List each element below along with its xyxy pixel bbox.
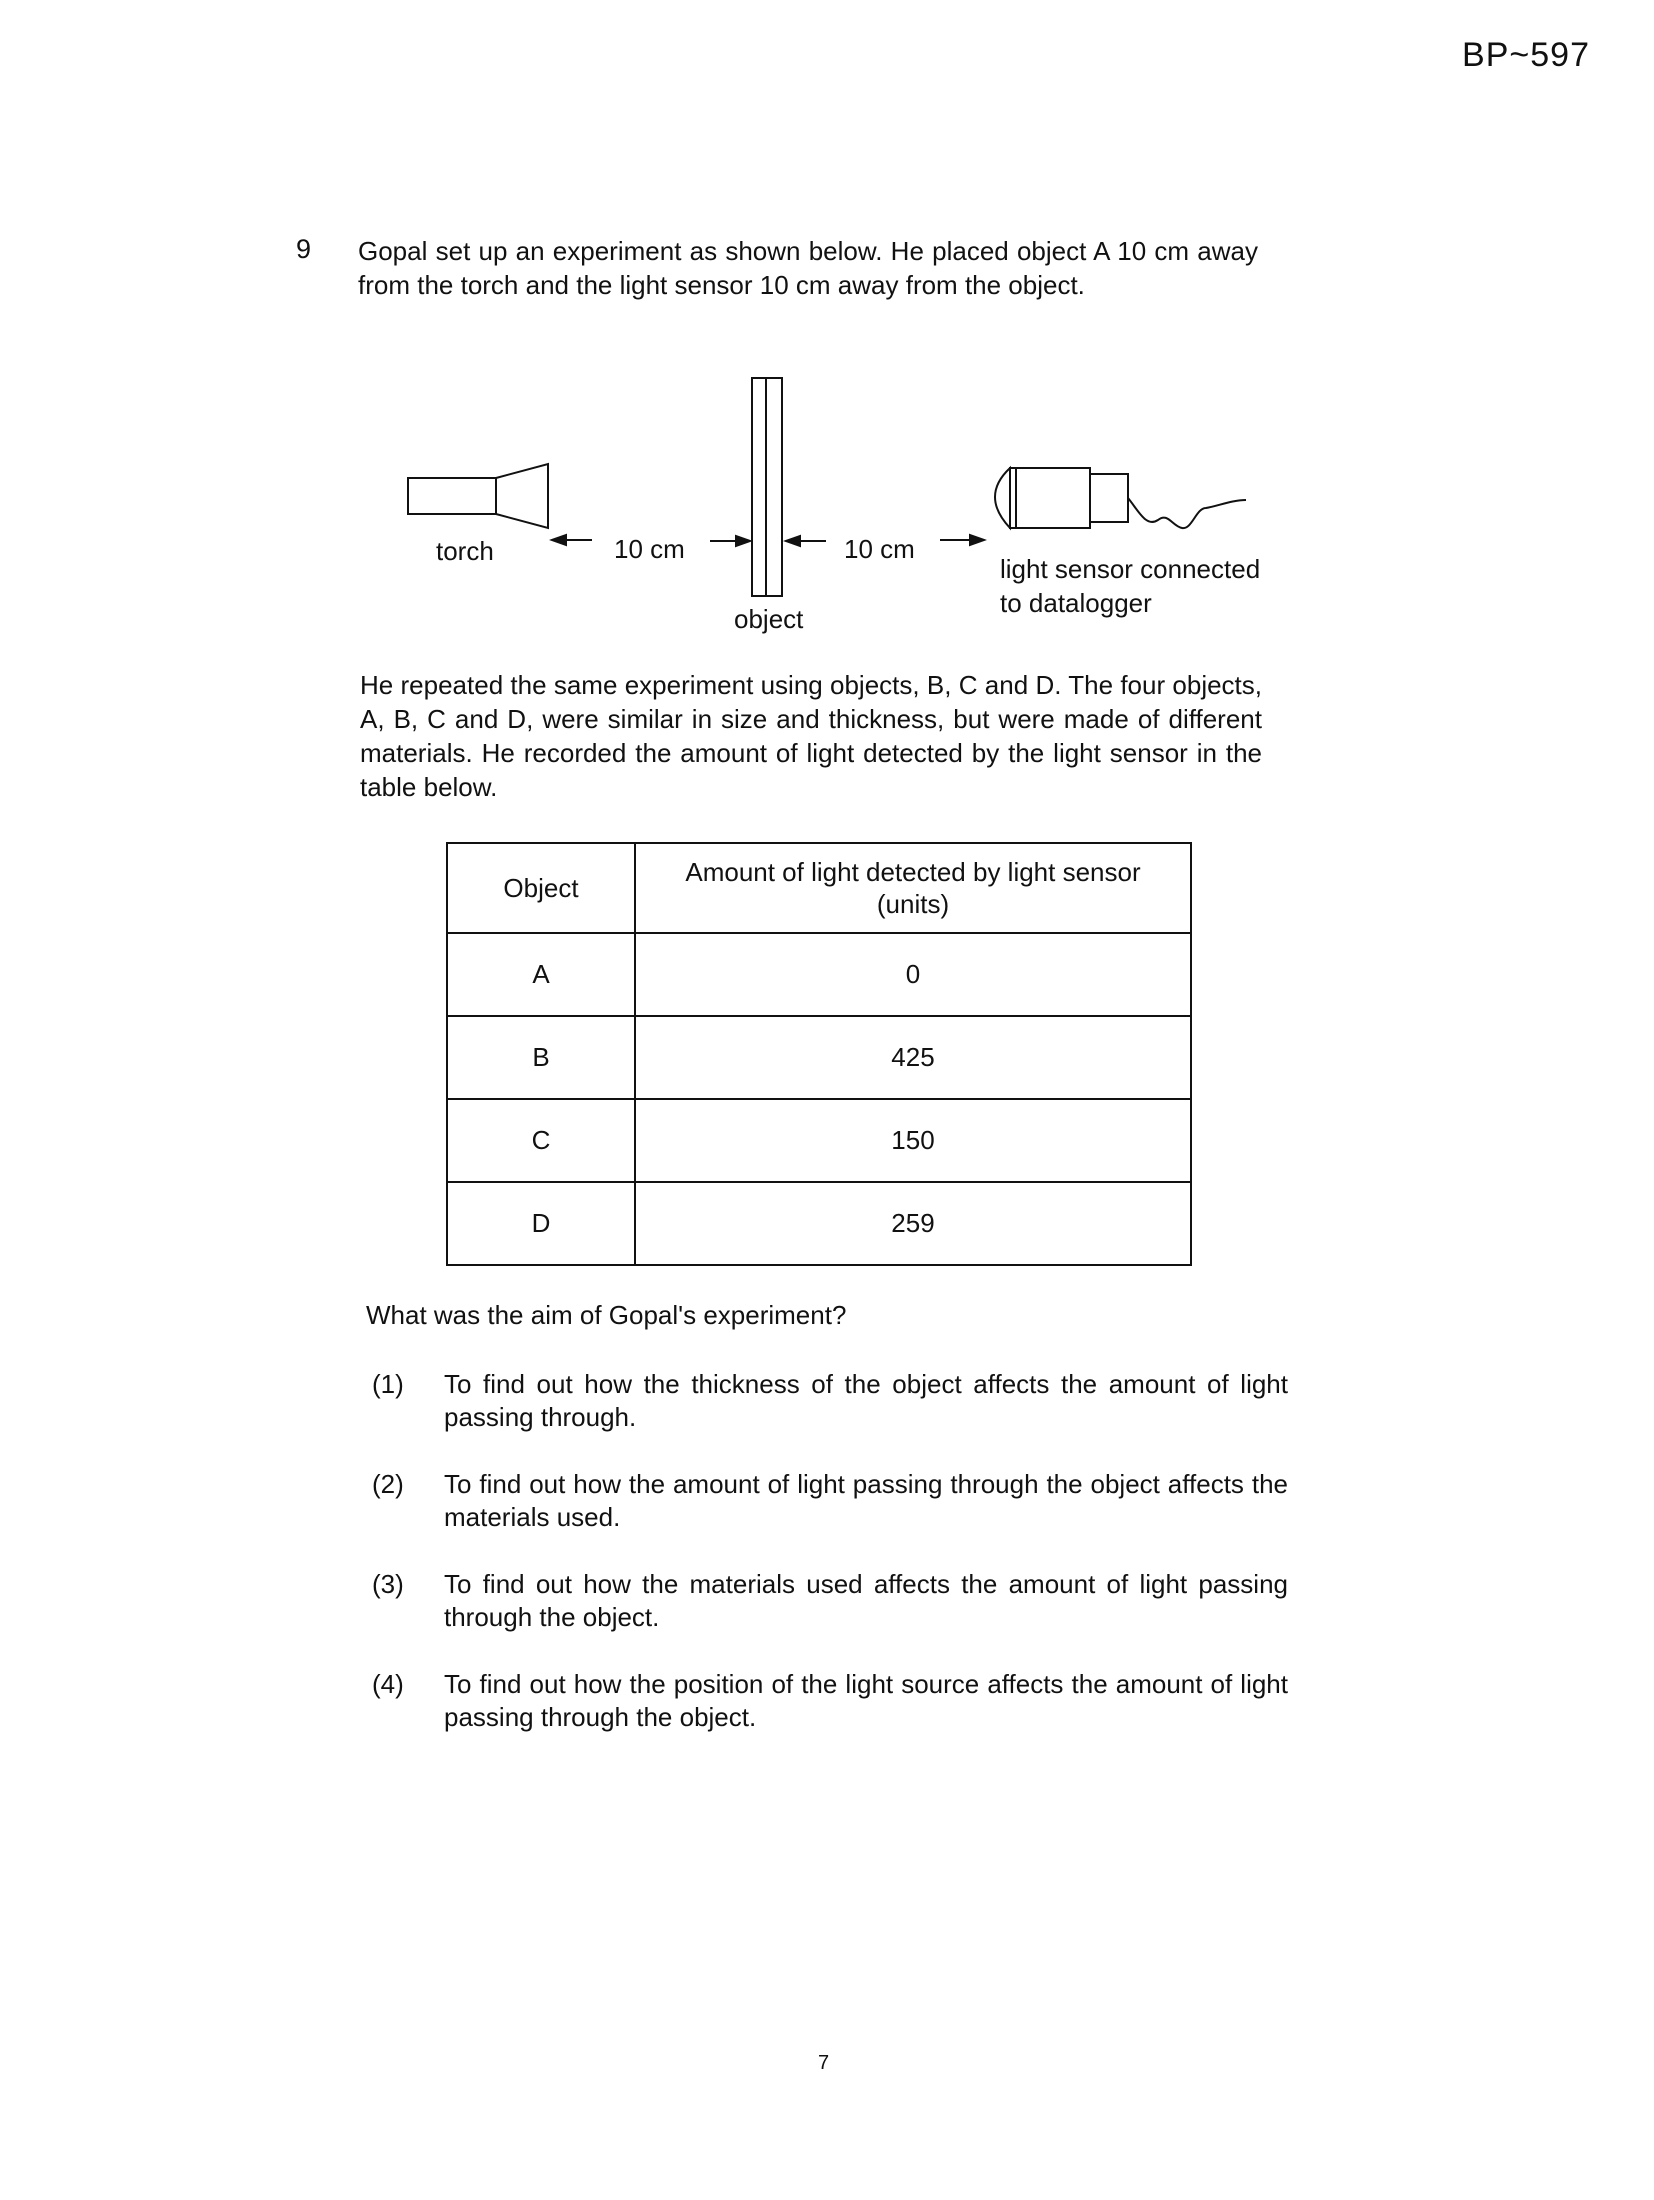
option-text: To find out how the materials used affects the amount of light passing through the object. bbox=[444, 1569, 1288, 1632]
answer-option-3[interactable] bbox=[372, 1568, 1288, 1634]
table-row bbox=[447, 1016, 1191, 1099]
option-text: To find out how the thickness of the object affects the amount of light passing through. bbox=[444, 1369, 1288, 1432]
cell-amount: 150 bbox=[635, 1099, 1191, 1182]
sensor-label-line2: to datalogger bbox=[1000, 588, 1152, 618]
question-intro: Gopal set up an experiment as shown below. He placed object A 10 cm away from the torch and the light sensor 10 cm away from the object. bbox=[358, 236, 1258, 300]
option-number: (2) bbox=[372, 1469, 404, 1499]
answer-option-1[interactable] bbox=[372, 1368, 1288, 1434]
table-row bbox=[447, 933, 1191, 1016]
cell-object: A bbox=[447, 933, 635, 1016]
document-code: BP~597 bbox=[1462, 36, 1590, 74]
sensor-label-line1: light sensor connected bbox=[1000, 554, 1261, 584]
distance-right-label: 10 cm bbox=[844, 534, 915, 564]
table-header-row bbox=[447, 843, 1191, 933]
cell-amount: 425 bbox=[635, 1016, 1191, 1099]
results-table bbox=[446, 842, 1192, 1266]
cell-object: D bbox=[447, 1182, 635, 1265]
option-number: (1) bbox=[372, 1369, 404, 1399]
question-number: 9 bbox=[296, 234, 312, 264]
cell-amount: 0 bbox=[635, 933, 1191, 1016]
header-amount-line2: (units) bbox=[876, 889, 950, 919]
question-prompt: What was the aim of Gopal's experiment? bbox=[366, 1300, 847, 1330]
cell-amount: 259 bbox=[635, 1182, 1191, 1265]
answer-option-2[interactable] bbox=[372, 1468, 1288, 1534]
question-after-diagram: He repeated the same experiment using objects, B, C and D. The four objects, A, B, C and D, were similar in size and thickness, but were made of different materials. He recorded the amount of light detected by the light sensor in the table below. bbox=[360, 670, 1262, 802]
object-label: object bbox=[734, 604, 804, 634]
page-number: 7 bbox=[818, 2052, 830, 2074]
cell-object: B bbox=[447, 1016, 635, 1099]
option-number: (3) bbox=[372, 1569, 404, 1599]
table-row bbox=[447, 1182, 1191, 1265]
torch-icon bbox=[408, 464, 548, 528]
header-amount bbox=[635, 843, 1191, 933]
answer-option-4[interactable] bbox=[372, 1668, 1288, 1734]
header-amount-line1: Amount of light detected by light sensor bbox=[685, 857, 1141, 887]
light-sensor-icon bbox=[995, 468, 1246, 528]
table-row bbox=[447, 1099, 1191, 1182]
cell-object: C bbox=[447, 1099, 635, 1182]
torch-label: torch bbox=[436, 536, 494, 566]
option-text: To find out how the position of the light source affects the amount of light passing through the object. bbox=[444, 1669, 1288, 1732]
option-text: To find out how the amount of light passing through the object affects the materials used. bbox=[444, 1469, 1288, 1532]
header-object: Object bbox=[447, 843, 635, 933]
distance-left-label: 10 cm bbox=[614, 534, 685, 564]
option-number: (4) bbox=[372, 1669, 404, 1699]
object-plate-icon bbox=[752, 378, 782, 596]
